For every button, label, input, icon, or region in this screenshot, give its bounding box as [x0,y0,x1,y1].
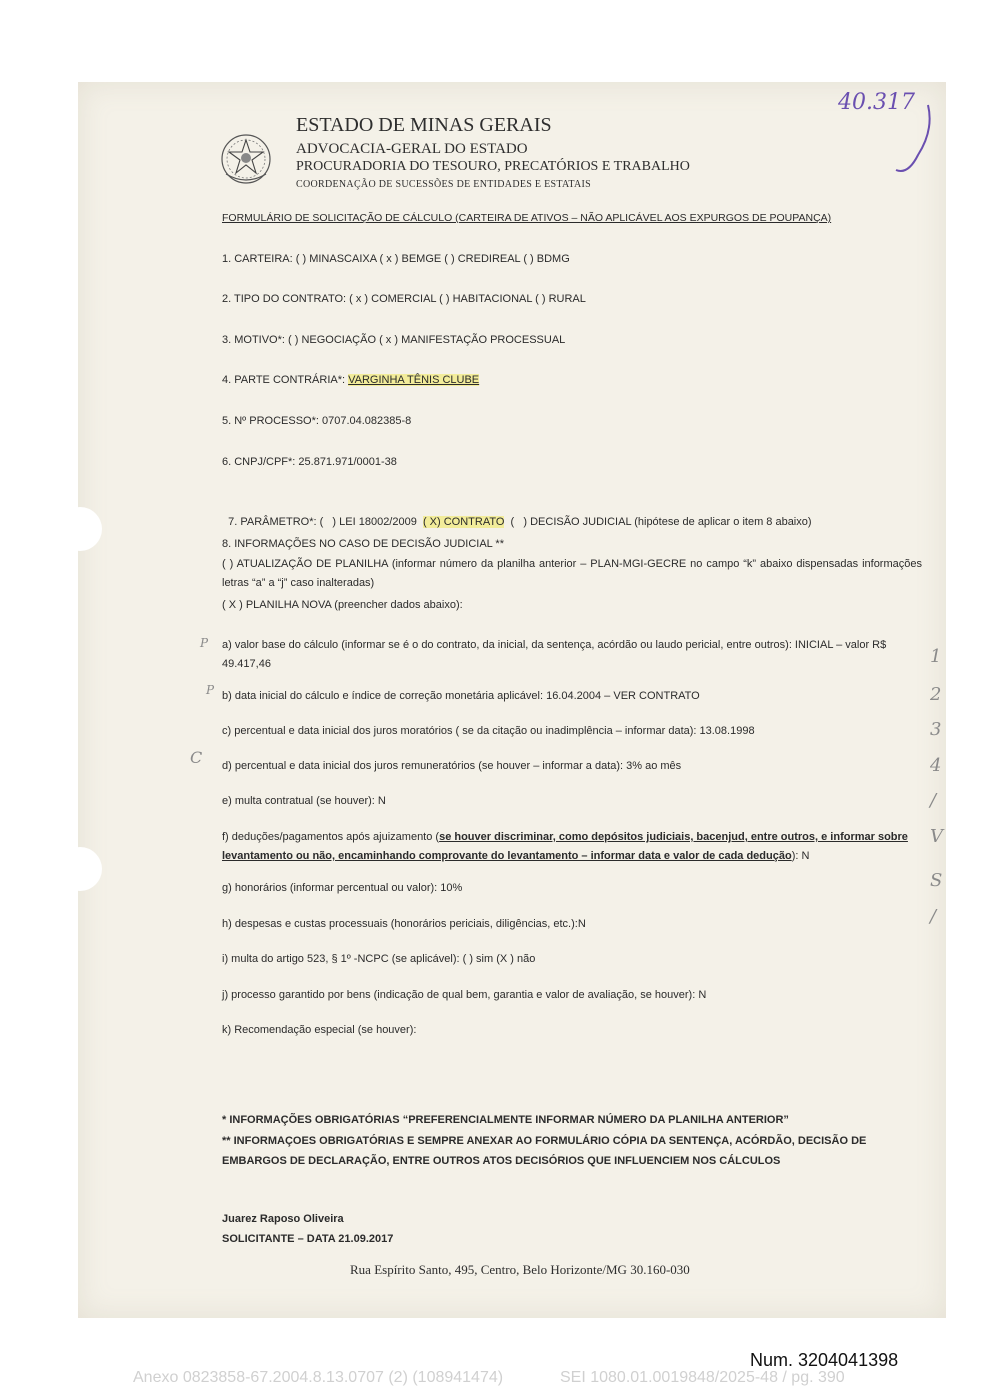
deducoes-instructions: se houver discriminar, como depósitos judiciais, bacenjud, entre outros, e informar sobre levantamento ou não, encaminhando comprovante do levantamento – informar data e valor de cada dedução [222,831,908,862]
signature-name: Juarez Raposo Oliveira [222,1213,344,1225]
item-k-recomendacao: k) Recomendação especial (se houver): [222,1024,417,1036]
margin-mark-7: S [930,870,943,891]
footer-anexo: Anexo 0823858-67.2004.8.13.0707 (2) (108941474) [133,1369,504,1386]
parametro-lei: 7. PARÂMETRO*: ( ) LEI 18002/2009 [228,516,423,528]
item-planilha-nova: ( X ) PLANILHA NOVA (preencher dados abaixo): [222,599,463,611]
coat-of-arms-icon [218,130,274,188]
item-tipo-contrato: 2. TIPO DO CONTRATO: ( x ) COMERCIAL ( ) HABITACIONAL ( ) RURAL [222,293,586,305]
item-parametro [222,494,812,532]
coordenacao-title: COORDENAÇÃO DE SUCESSÕES DE ENTIDADES E ESTATAIS [296,179,592,190]
item-e-multa-contratual: e) multa contratual (se houver): N [222,795,386,807]
item-b-data-inicial: b) data inicial do cálculo e índice de correção monetária aplicável: 16.04.2004 – VER CONTRATO [222,690,700,702]
handwritten-stroke-icon [888,100,938,180]
left-mark-a: P [200,636,209,650]
punch-hole-top [58,507,102,551]
signature-role-date: SOLICITANTE – DATA 21.09.2017 [222,1233,394,1245]
item-d-juros-remuneratorios: d) percentual e data inicial dos juros remuneratórios (se houver – informar a data): 3% ao mês [222,760,682,772]
item-j-garantia: j) processo garantido por bens (indicação de qual bem, garantia e valor de avaliação, se houver): N [222,989,707,1001]
footer-address: Rua Espírito Santo, 495, Centro, Belo Horizonte/MG 30.160-030 [350,1262,690,1277]
form-title: FORMULÁRIO DE SOLICITAÇÃO DE CÁLCULO (CARTEIRA DE ATIVOS – NÃO APLICÁVEL AOS EXPURGOS DE POUPANÇA) [222,212,832,224]
left-mark-c: C [190,748,203,767]
item-i-multa-523: i) multa do artigo 523, § 1º -NCPC (se aplicável): ( ) sim (X ) não [222,953,536,965]
parte-contraria-value: VARGINHA TÊNIS CLUBE [348,374,480,386]
item-h-despesas: h) despesas e custas processuais (honorários periciais, diligências, etc.):N [222,918,586,930]
item-c-juros-moratorios: c) percentual e data inicial dos juros moratórios ( se da citação ou inadimplência – informar data): 13.08.1998 [222,725,755,737]
item-processo: 5. Nº PROCESSO*: 0707.04.082385-8 [222,415,412,427]
margin-mark-6: V [930,826,943,847]
agency-title: ADVOCACIA-GERAL DO ESTADO [296,141,528,157]
document-number: Num. 3204041398 [750,1350,899,1370]
note-obrigatorias-1: * INFORMAÇÕES OBRIGATÓRIAS “PREFERENCIALMENTE INFORMAR NÚMERO DA PLANILHA ANTERIOR” [222,1114,789,1126]
deducoes-label: f) deduções/pagamentos após ajuizamento ( [222,831,440,843]
punch-hole-bottom [58,847,102,891]
deducoes-value: ): N [791,850,810,862]
item-g-honorarios: g) honorários (informar percentual ou valor): 10% [222,882,463,894]
margin-mark-8: / [930,906,937,927]
procuradoria-title: PROCURADORIA DO TESOURO, PRECATÓRIOS E TRABALHO [296,159,690,174]
note-obrigatorias-2: ** INFORMAÇOES OBRIGATÓRIAS E SEMPRE ANEXAR AO FORMULÁRIO CÓPIA DA SENTENÇA, ACÓRDÃO, DECISÃO DE EMBARGOS DE DECLARAÇÃO, ENTRE OUTROS ATOS DECISÓRIOS QUE INFLUENCIEM NOS CÁLCULOS [222,1135,867,1167]
item-cnpj: 6. CNPJ/CPF*: 25.871.971/0001-38 [222,456,397,468]
item-f-deducoes [222,828,922,866]
parametro-contrato: ( X) CONTRATO [422,516,505,528]
left-mark-b: P [206,683,215,697]
item-carteira: 1. CARTEIRA: ( ) MINASCAIXA ( x ) BEMGE ( ) CREDIREAL ( ) BDMG [222,253,570,265]
footer-sei: SEI 1080.01.0019848/2025-48 / pg. 390 [560,1369,845,1386]
item-motivo: 3. MOTIVO*: ( ) NEGOCIAÇÃO ( x ) MANIFESTAÇÃO PROCESSUAL [222,334,566,346]
margin-mark-2: 2 [930,684,942,705]
margin-mark-1: 1 [930,646,942,667]
margin-mark-5: / [930,790,937,811]
handwritten-page-number: 40.317 [838,90,915,115]
parametro-decisao: ( ) DECISÃO JUDICIAL (hipótese de aplicar o item 8 abaixo) [504,516,812,528]
item-informacoes-title: 8. INFORMAÇÕES NO CASO DE DECISÃO JUDICIAL ** [222,538,504,550]
item-parte-contraria [222,371,479,390]
margin-mark-4: 4 [930,755,942,776]
margin-mark-3: 3 [930,719,942,740]
state-title: ESTADO DE MINAS GERAIS [296,114,552,136]
item-atualizacao: ( ) ATUALIZAÇÃO DE PLANILHA (informar número da planilha anterior – PLAN-MGI-GECRE no campo “k” abaixo dispensadas informações letras “a” a “j” caso inalteradas) [222,558,922,589]
item-a-valor-base: a) valor base do cálculo (informar se é o do contrato, da inicial, da sentença, acórdão ou laudo pericial, entre outros): INICIAL – valor R$ 49.417,46 [222,639,887,670]
parte-contraria-label: 4. PARTE CONTRÁRIA*: [222,374,349,386]
